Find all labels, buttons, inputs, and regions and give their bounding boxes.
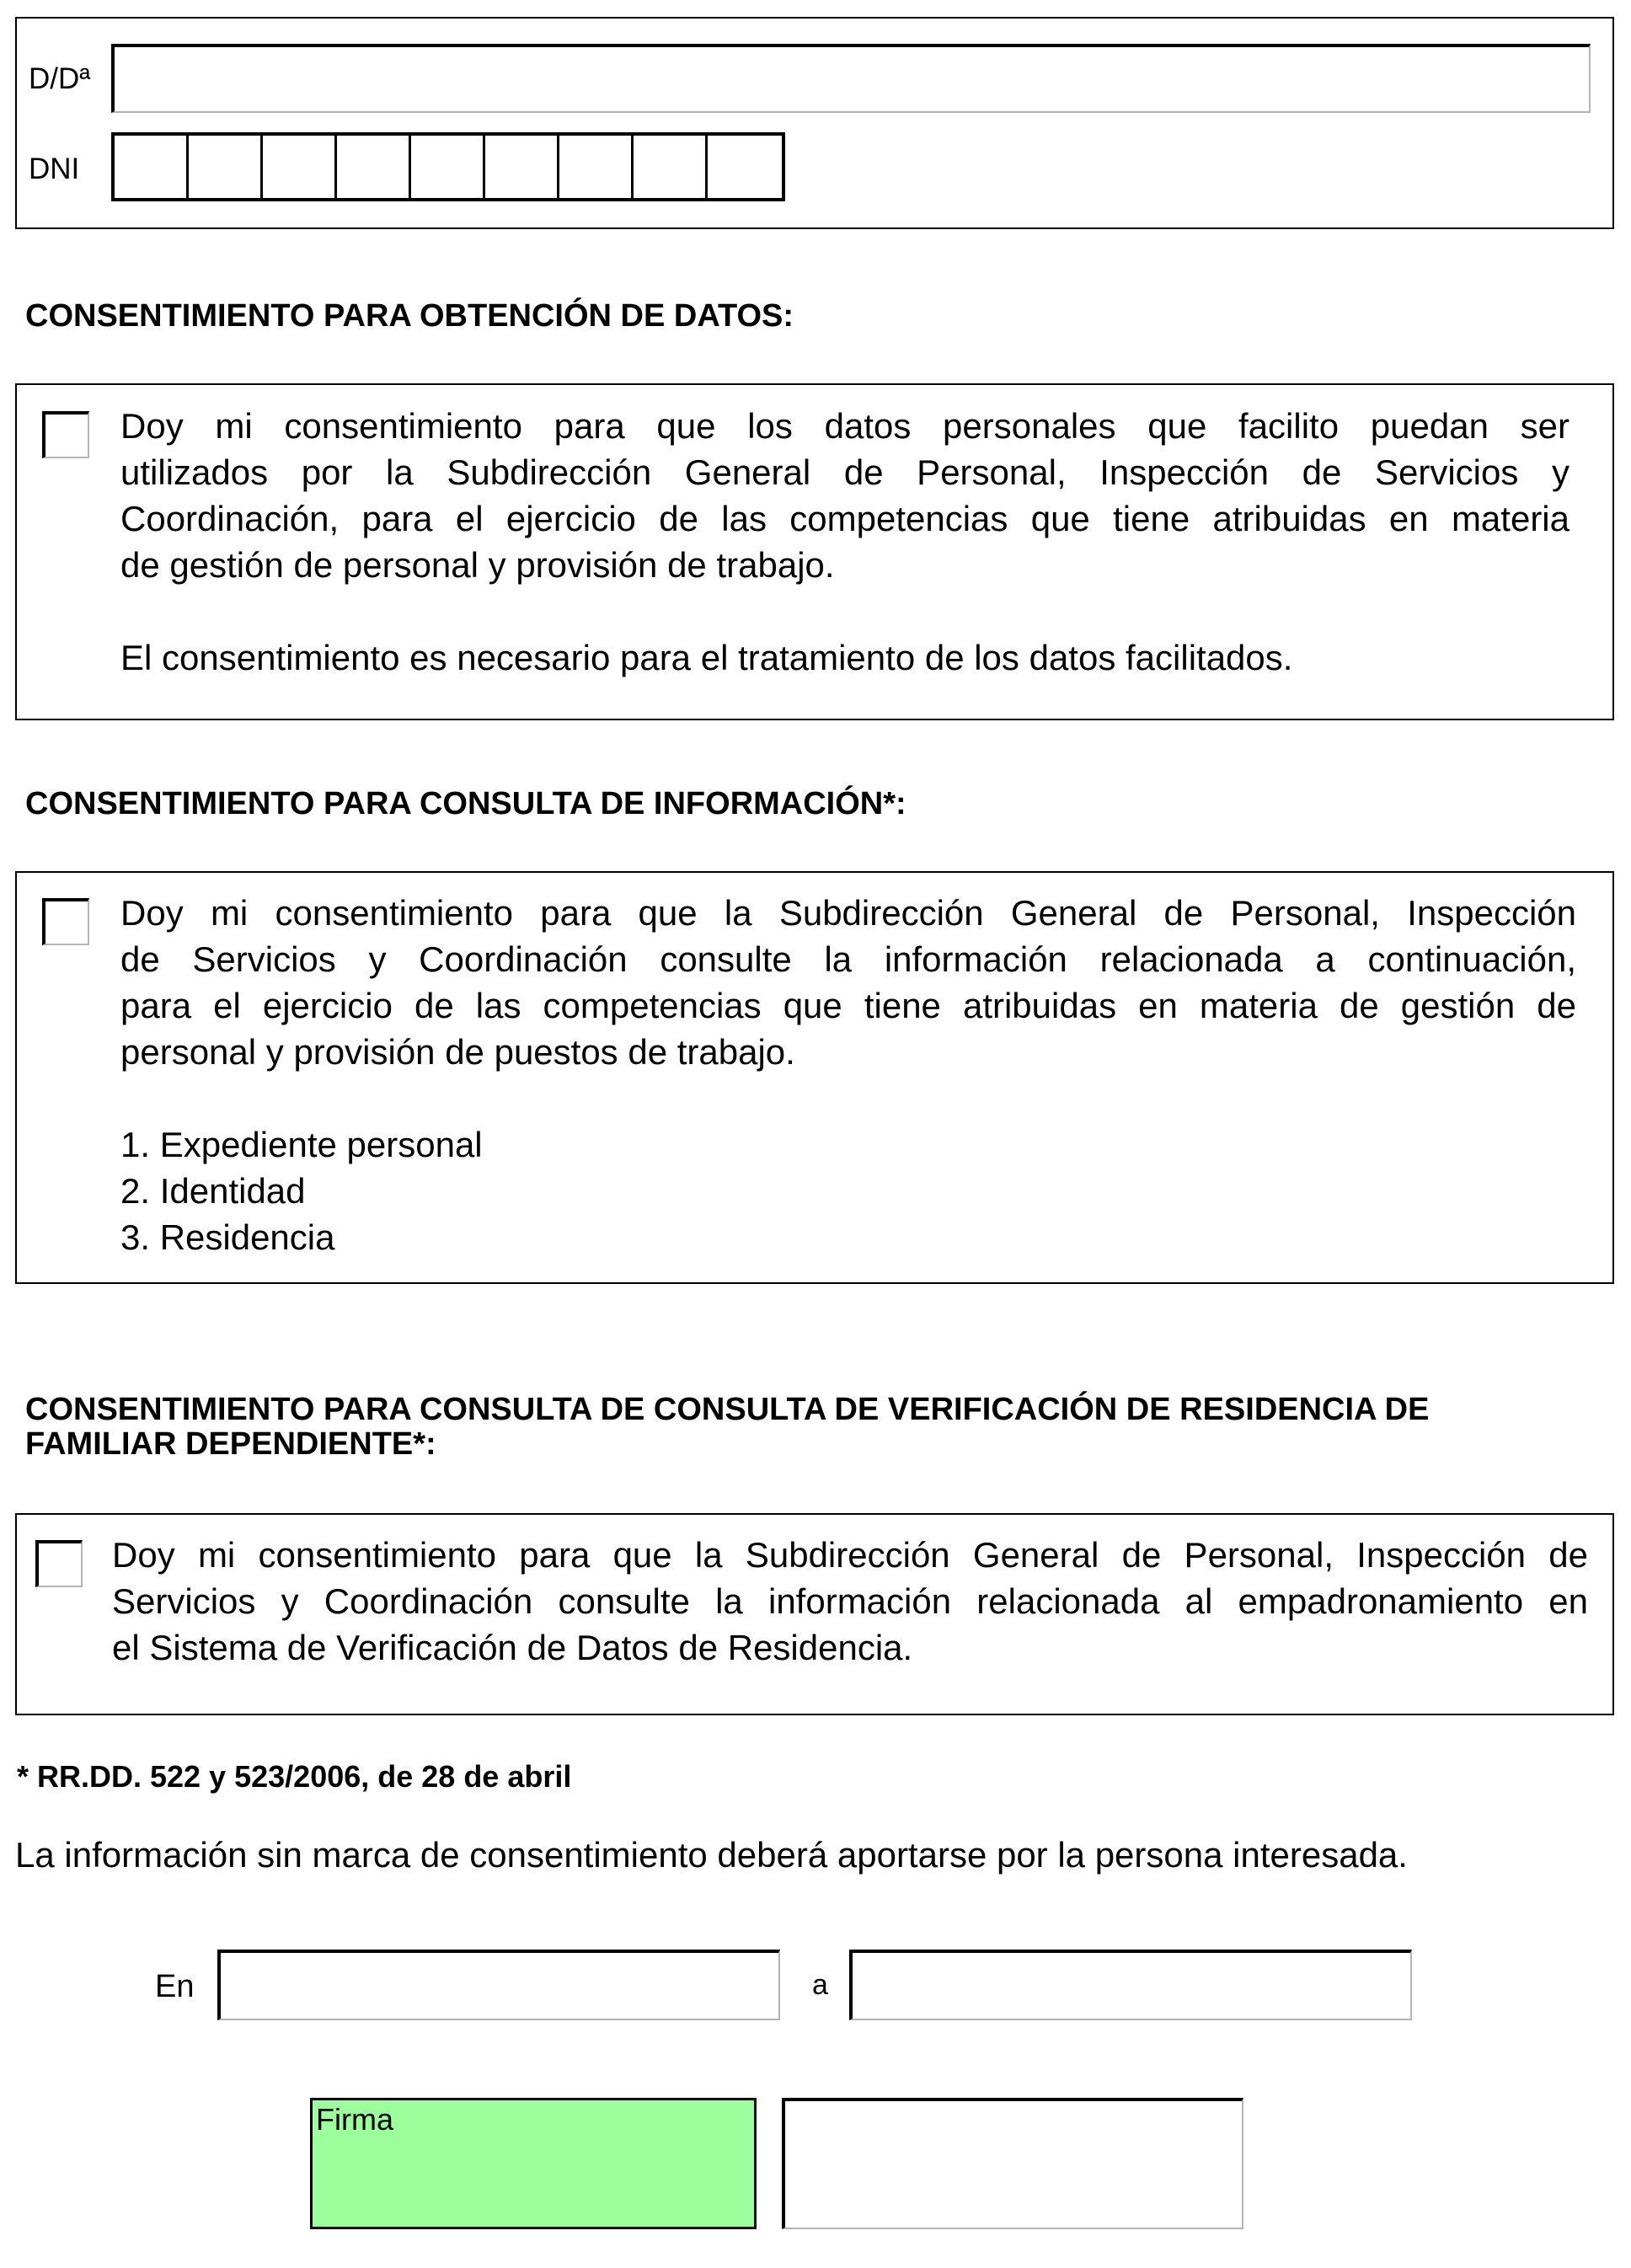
consent-line: Servicios y Coordinación consulte la información relacionada al empadronamiento en: [112, 1581, 1588, 1621]
signature-label: Firma: [316, 2102, 393, 2137]
dni-digit-4[interactable]: [337, 136, 411, 198]
dni-digit-9[interactable]: [708, 136, 782, 198]
name-label: D/Dª: [29, 62, 91, 95]
consent-text-consulta-informacion: [120, 890, 1576, 1260]
consent-line: el Sistema de Verificación de Datos de Residencia.: [112, 1628, 913, 1667]
dni-digit-7[interactable]: [559, 136, 634, 198]
consent-checkbox-verificacion-residencia[interactable]: [35, 1540, 83, 1587]
consent-line: Doy mi consentimiento para que la Subdirección General de Personal, Inspección de: [112, 1535, 1588, 1575]
consent-line: de gestión de personal y provisión de trabajo.: [120, 545, 835, 585]
section-heading-verificacion-residencia: CONSENTIMIENTO PARA CONSULTA DE CONSULTA DE VERIFICACIÓN DE RESIDENCIA DE: [25, 1392, 1430, 1427]
consent-text-obtencion-datos: [120, 403, 1570, 681]
consent-text-verificacion-residencia: [112, 1532, 1588, 1671]
signature-label-box: [310, 2098, 757, 2229]
dni-field: [111, 132, 785, 201]
dni-digit-6[interactable]: [485, 136, 559, 198]
dni-digit-8[interactable]: [634, 136, 708, 198]
consent-line: Coordinación, para el ejercicio de las competencias que tiene atribuidas en materia: [120, 499, 1570, 538]
consent-checkbox-obtencion-datos[interactable]: [42, 411, 89, 458]
information-note: La información sin marca de consentimiento deberá aportarse por la persona interesada.: [15, 1835, 1408, 1875]
dni-digit-5[interactable]: [411, 136, 485, 198]
dni-digit-1[interactable]: [115, 136, 189, 198]
dni-digit-3[interactable]: [263, 136, 337, 198]
legal-footnote: * RR.DD. 522 y 523/2006, de 28 de abril: [17, 1759, 572, 1794]
consent-line: para el ejercicio de las competencias que tiene atribuidas en materia de gestión de: [120, 986, 1576, 1025]
list-item: 2. Identidad: [120, 1171, 306, 1211]
place-field[interactable]: [217, 1950, 780, 2020]
consent-line: utilizados por la Subdirección General de Personal, Inspección de Servicios y: [120, 452, 1570, 492]
consent-note: El consentimiento es necesario para el tratamiento de los datos facilitados.: [120, 638, 1293, 677]
consent-line: de Servicios y Coordinación consulte la información relacionada a continuación,: [120, 939, 1576, 979]
consent-checkbox-consulta-informacion[interactable]: [42, 898, 89, 945]
consent-line: personal y provisión de puestos de trabajo.: [120, 1032, 795, 1072]
date-field[interactable]: [849, 1950, 1412, 2020]
section-heading-verificacion-residencia-line2: FAMILIAR DEPENDIENTE*:: [25, 1426, 436, 1462]
date-label: a: [812, 1969, 828, 2001]
consent-line: Doy mi consentimiento para que los datos personales que facilito puedan ser: [120, 406, 1570, 446]
place-label: En: [155, 1969, 195, 2004]
dni-label: DNI: [29, 152, 80, 185]
section-heading-obtencion-datos: CONSENTIMIENTO PARA OBTENCIÓN DE DATOS:: [25, 298, 794, 334]
list-item: 3. Residencia: [120, 1217, 335, 1257]
signature-field[interactable]: [782, 2098, 1243, 2229]
consent-line: Doy mi consentimiento para que la Subdirección General de Personal, Inspección: [120, 893, 1576, 933]
list-item: 1. Expediente personal: [120, 1125, 483, 1164]
name-field[interactable]: [111, 44, 1591, 113]
section-heading-consulta-informacion: CONSENTIMIENTO PARA CONSULTA DE INFORMACIÓN*:: [25, 786, 906, 821]
dni-digit-2[interactable]: [189, 136, 263, 198]
